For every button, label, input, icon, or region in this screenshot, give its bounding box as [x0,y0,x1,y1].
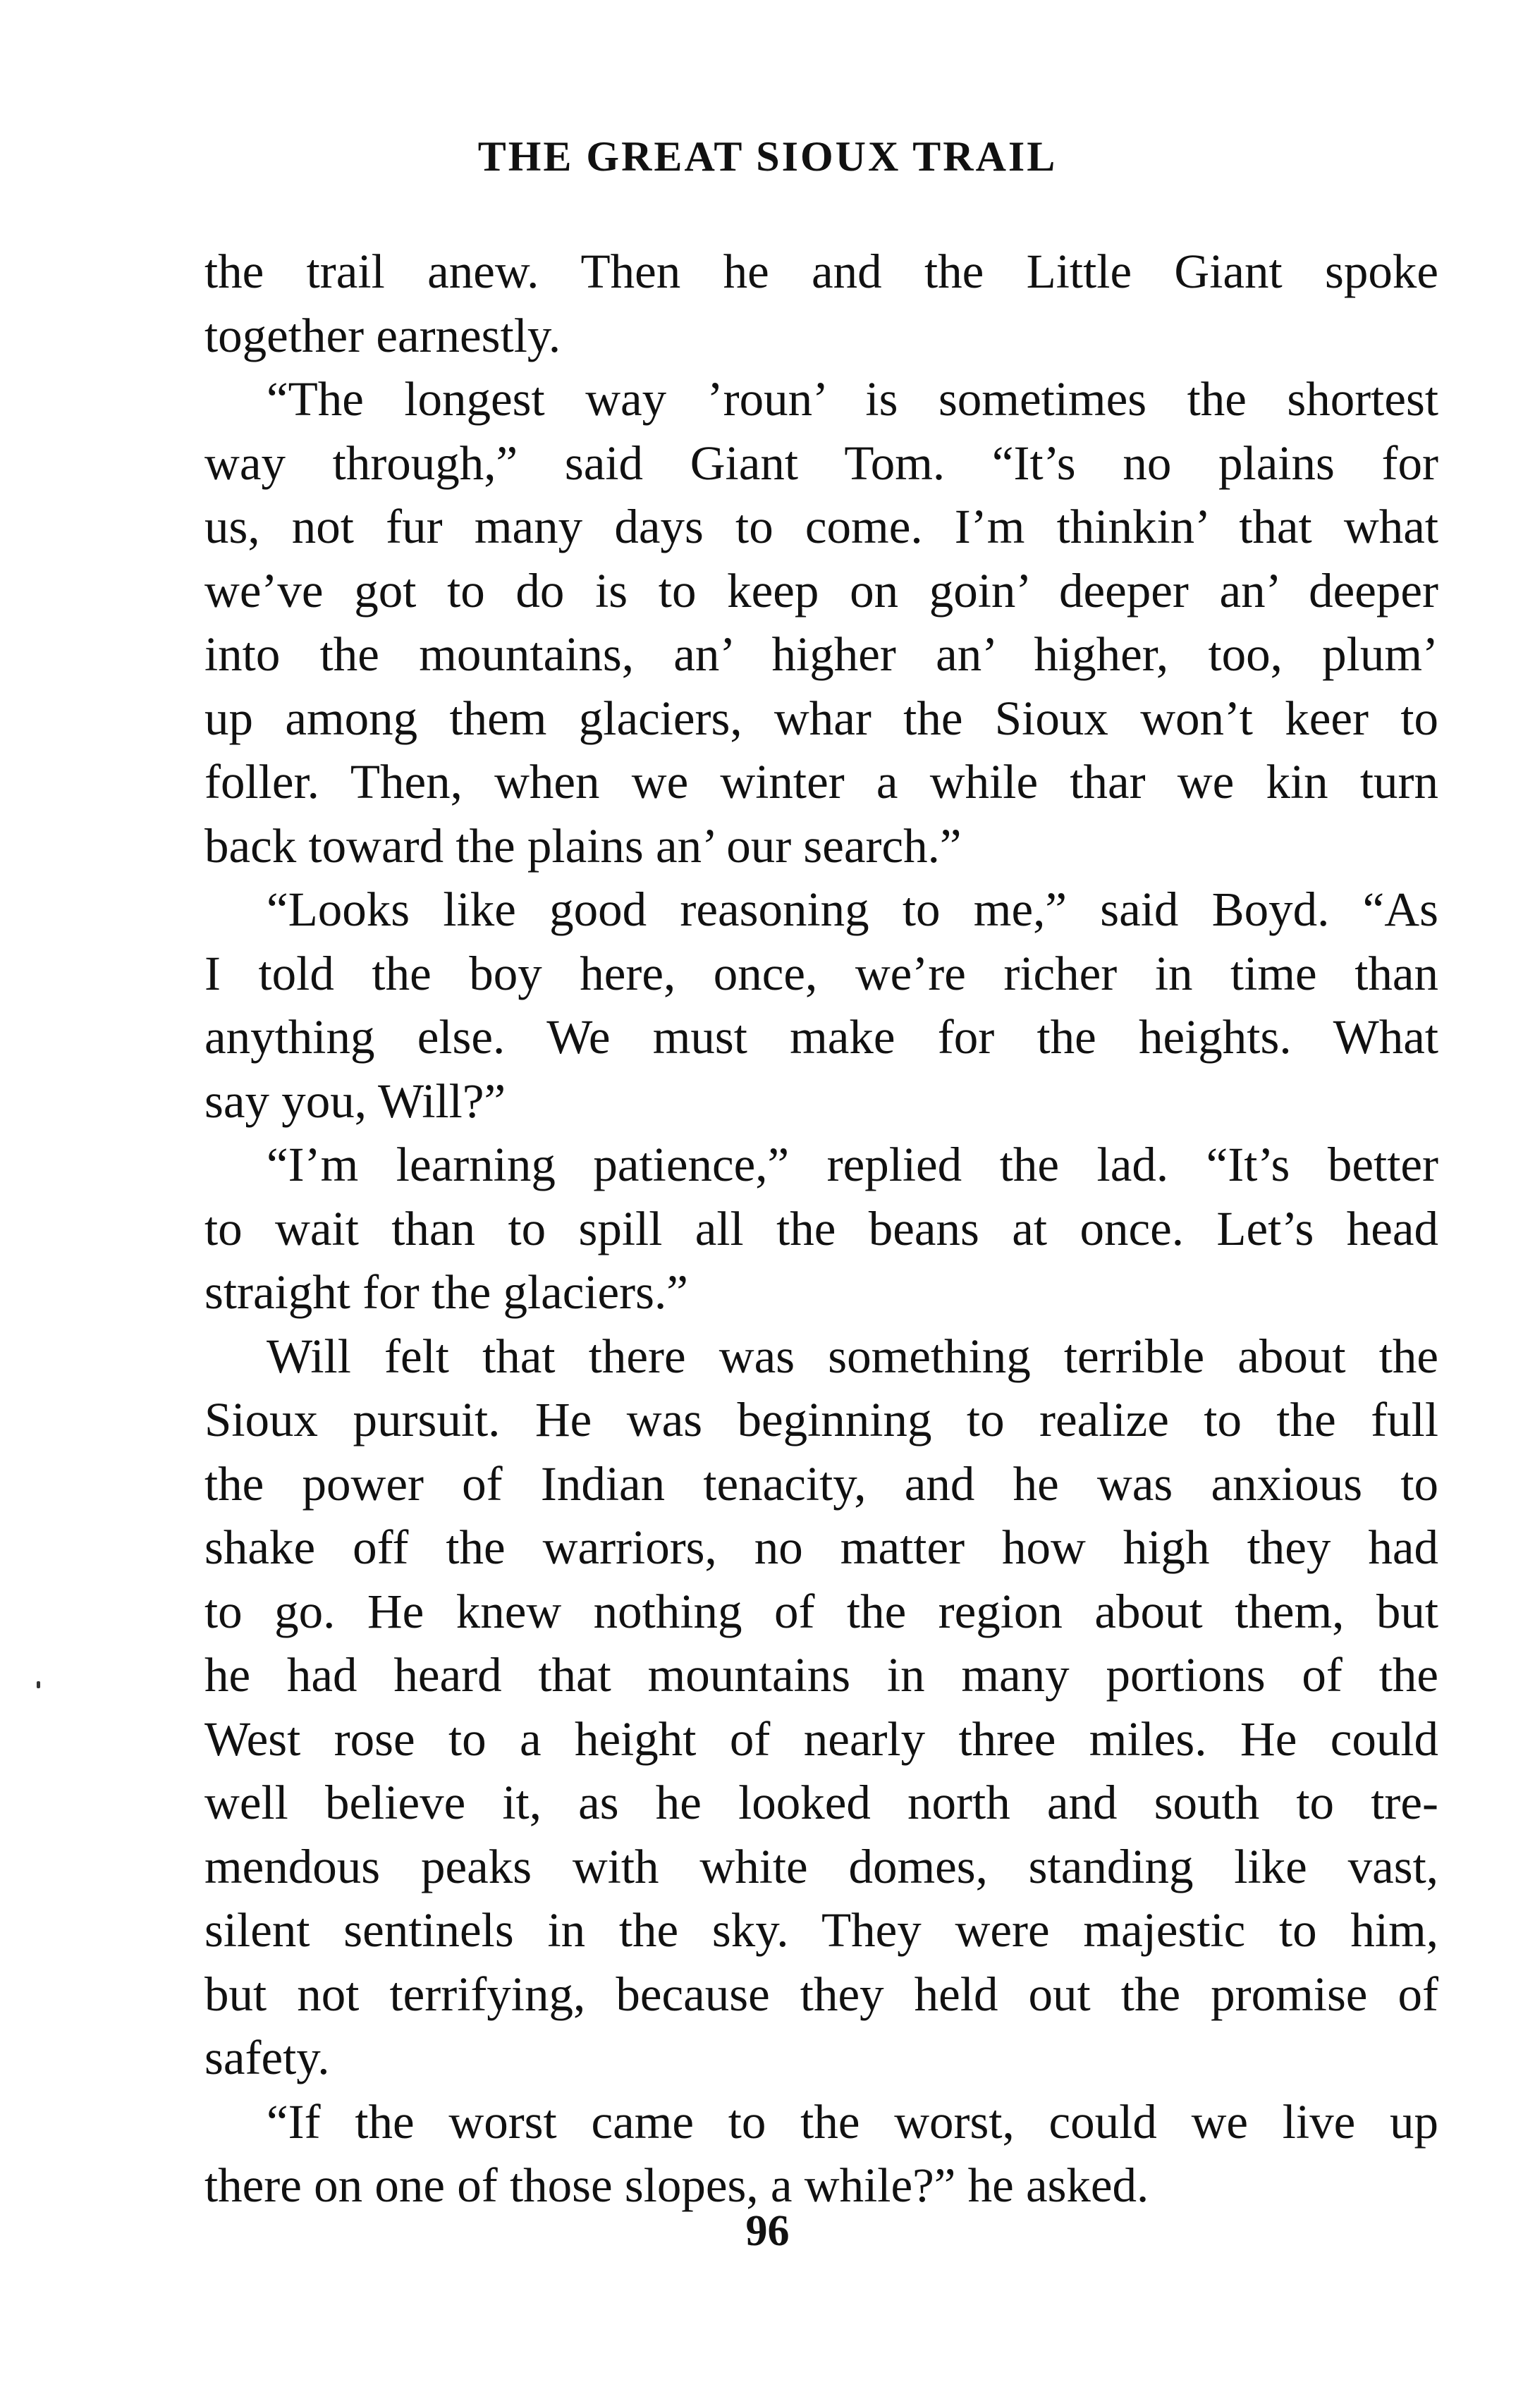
text-line: safety. [204,2031,330,2084]
text-line: West rose to a height of nearly three miles. He could [204,1712,1438,1766]
text-line: “Looks like good reasoning to me,” said Boyd. “As [267,883,1438,936]
text-line: Will felt that there was something terrible about the [267,1329,1438,1383]
text-line: well believe it, as he looked north and south to tre- [204,1776,1438,1829]
text-line: I told the boy here, once, we’re richer in time than [204,946,1438,1000]
text-line: “If the worst came to the worst, could we live up [267,2094,1438,2149]
text-line: us, not fur many days to come. I’m thinkin’ that what [204,500,1438,553]
text-line: way through,” said Giant Tom. “It’s no plains for [204,436,1438,490]
text-line: the power of Indian tenacity, and he was anxious to [204,1456,1438,1511]
page-number: 96 [745,2207,790,2255]
text-line: say you, Will?” [204,1074,506,1128]
text-line: he had heard that mountains in many portions of the [204,1648,1438,1702]
running-head: THE GREAT SIOUX TRAIL [477,133,1058,180]
text-line: straight for the glaciers.” [204,1265,688,1319]
text-line: the trail anew. Then he and the Little Giant spoke [204,245,1438,298]
text-line: but not terrifying, because they held out the promise of [204,1967,1438,2021]
text-line: Sioux pursuit. He was beginning to realize to the full [204,1393,1438,1446]
text-line: silent sentinels in the sky. They were majestic to him, [204,1903,1438,1957]
text-line: to wait than to spill all the beans at once. Let’s head [204,1201,1438,1255]
text-line: “The longest way ’roun’ is sometimes the shortest [267,372,1438,426]
text-line: together earnestly. [204,308,561,362]
text-line: shake off the warriors, no matter how high they had [204,1521,1438,1574]
text-line: anything else. We must make for the heights. What [204,1010,1438,1064]
text-line: into the mountains, an’ higher an’ higher, too, plum’ [204,627,1438,681]
text-line: “I’m learning patience,” replied the lad. “It’s better [267,1138,1438,1191]
text-line: there on one of those slopes, a while?” he asked. [204,2158,1149,2212]
text-line: mendous peaks with white domes, standing like vast, [204,1839,1438,1893]
print-speck [37,1681,40,1688]
text-line: foller. Then, when we winter a while thar we kin turn [204,755,1438,809]
text-line: back toward the plains an’ our search.” [204,818,962,873]
text-line: we’ve got to do is to keep on goin’ deeper an’ deeper [204,563,1438,618]
body-text [204,240,1438,2218]
text-line: up among them glaciers, whar the Sioux won’t keer to [204,691,1438,745]
text-line: to go. He knew nothing of the region about them, but [204,1584,1438,1638]
